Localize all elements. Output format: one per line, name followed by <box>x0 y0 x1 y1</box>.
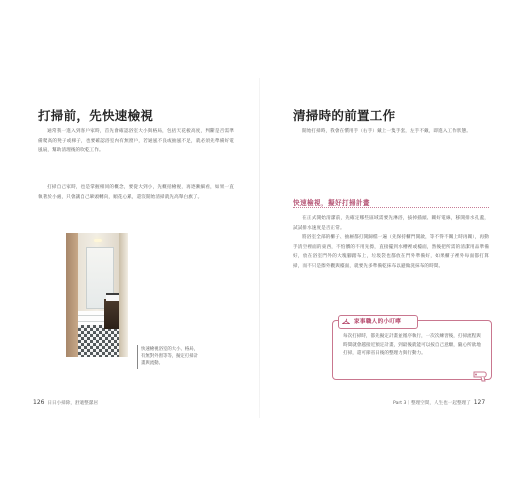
left-paragraph-2 <box>38 183 234 202</box>
bathroom-photo <box>66 233 128 357</box>
left-folio-text: 日日小掃除，舒適整潔居 <box>47 401 98 406</box>
right-folio-text: Part 3｜整理空間，人生也一起整理了 <box>393 401 471 406</box>
photo-caption: 快速檢視浴室的大小、格局，有無對外窗等等，擬定打掃計畫與流動。 <box>141 347 199 367</box>
right-page-number: 127 <box>473 399 486 406</box>
left-folio <box>33 399 98 406</box>
left-page-number: 126 <box>33 399 45 406</box>
right-intro-text: 開始打掃時，我會在慣用手（右手）戴上一隻手套，左手不戴，即進入工作狀態。 <box>302 129 471 134</box>
right-paragraph-2-text: 將浴室全部的櫃子、抽屜都打開歸檔一遍（先保持櫃門開啟，等不得不關上時再關），再動手清空裡面的東西，不怕髒的不用先擦，直接擺到水槽裡或檯面，然後把所需的清潔用品準備好，放在浴室門外的大塊腳踏布上，垃圾袋也都放在門外準備好，如果櫃子裡外每面都打算掃，而不只是擦外觀與檯面，就要先多準備乾抹布以避做洗抹布的時間。 <box>293 235 489 269</box>
tip-body: 每次打掃時，都先擬定計畫並循序執行，一次次練習後，打掃流程與時間就會越接近預定計畫，到最後就能可以按自己意願，隨心所欲地打掃，還可節省日後的整理力與行動力。 <box>343 334 481 357</box>
right-page-title: 清掃時的前置工作 <box>293 108 396 123</box>
left-page-title: 打掃前，先快速檢視 <box>38 108 154 123</box>
right-paragraph-2 <box>293 233 489 271</box>
left-paragraph-1 <box>38 127 234 156</box>
right-subtitle: 快速檢視，擬好打掃計畫 <box>293 199 370 207</box>
left-paragraph-1-text: 通常我一進入到客戶家時，首先會確認浴室大小與格局，包括天花板高度，判斷是否需準備爬高的凳子或梯子，也要確認浴室內有無窗戶，若通風不良或抽風不足，就必須先準備好電風扇，幫助清理後的吹乾工作。 <box>38 129 234 153</box>
tip-title: 家事職人的小叮嚀 <box>354 319 402 325</box>
right-paragraph-1 <box>293 214 489 233</box>
left-paragraph-2-text: 打掃自己家時，也是掌握相同的概念，要從大到小，先概括檢視，再逐漸細看，如果一直執著於小處，只會讓自己暈頭轉向，順花心累，還沒開始清掃就先高舉白旗了。 <box>38 185 234 200</box>
right-folio <box>393 399 485 406</box>
right-paragraph-1-text: 在正式開始清潔前，先確定哪些區域需要先淋浴，拔掉插頭、關好電線，移開排水孔蓋，試試排水速度是否正常。 <box>293 216 489 231</box>
page-gutter <box>259 78 260 418</box>
hairdryer-icon <box>472 368 492 382</box>
caption-rule <box>137 345 138 369</box>
right-intro <box>293 127 489 137</box>
hanger-icon <box>342 318 350 325</box>
subtitle-rule <box>293 207 489 208</box>
